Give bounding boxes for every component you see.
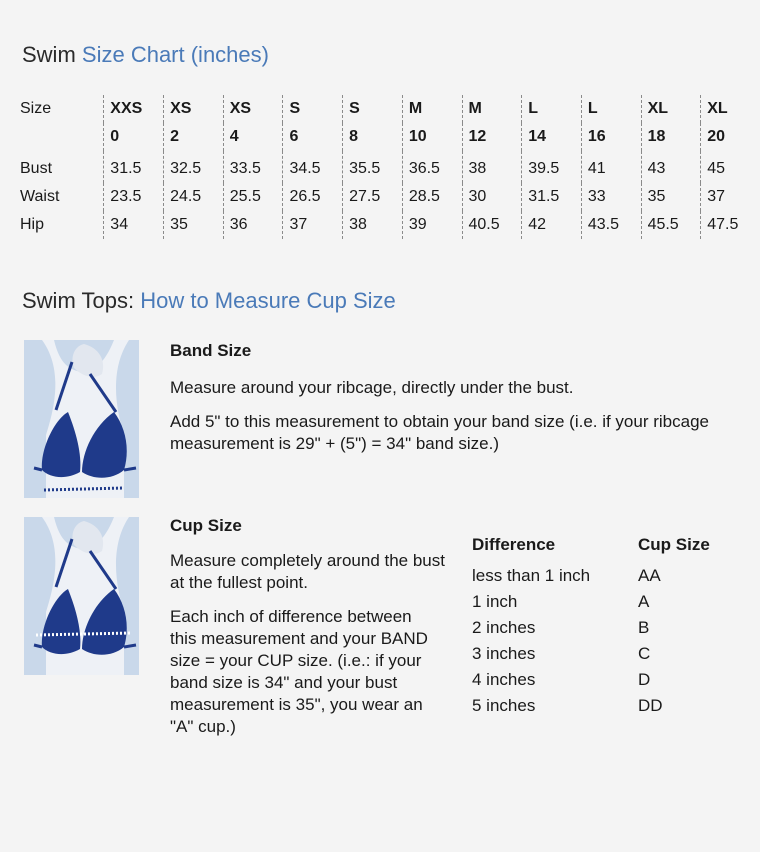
difference-header: Difference <box>472 535 556 554</box>
hip-row-cell: 34 <box>104 211 164 239</box>
swim-tops-heading-prefix: Swim Tops: <box>22 288 135 313</box>
cup-table-row <box>468 591 710 617</box>
band-size-example: Add 5" to this measurement to obtain your band size (i.e. if your ribcage measurement is 29" + (5") = 34" band size.) <box>170 412 709 453</box>
size-letter-row-cell: S <box>343 95 403 123</box>
difference-cell: 2 inches <box>472 618 536 637</box>
size-letter-row-cell: XL <box>701 95 760 123</box>
difference-cell: 3 inches <box>472 644 536 663</box>
size-number-row-cell: 8 <box>343 123 403 151</box>
bust-row-cell: 45 <box>701 151 760 183</box>
size-chart-table <box>18 95 760 239</box>
cup-size-table <box>468 535 710 721</box>
bust-row-cell: 31.5 <box>104 151 164 183</box>
waist-row-cell: 23.5 <box>104 183 164 211</box>
hip-row-cell: 43.5 <box>581 211 641 239</box>
size-number-row-cell: 18 <box>641 123 701 151</box>
hip-row-cell: 42 <box>522 211 582 239</box>
cup-size-illustration <box>24 517 139 675</box>
size-chart-heading-highlight: Size Chart (inches) <box>81 42 269 67</box>
difference-cell: 4 inches <box>472 670 536 689</box>
band-size-instruction: Measure around your ribcage, directly under the bust. <box>170 378 574 397</box>
size-number-row-cell: 10 <box>402 123 462 151</box>
size-letter-row-cell: XS <box>164 95 224 123</box>
size-chart-heading-prefix: Swim <box>22 42 76 67</box>
waist-row-cell: 33 <box>581 183 641 211</box>
size-letter-row-cell: XS <box>223 95 283 123</box>
size-number-row-cell: 20 <box>701 123 760 151</box>
hip-row-label: Hip <box>20 216 45 233</box>
size-chart-heading <box>22 42 269 68</box>
bust-row-cell: 36.5 <box>402 151 462 183</box>
bust-row-cell: 43 <box>641 151 701 183</box>
size-number-row <box>18 123 760 151</box>
hip-row-cell: 39 <box>402 211 462 239</box>
size-letter-row-cell: XL <box>641 95 701 123</box>
difference-cell: 1 inch <box>472 592 518 611</box>
hip-row <box>18 211 760 239</box>
size-number-row-cell: 4 <box>223 123 283 151</box>
waist-row-cell: 30 <box>462 183 522 211</box>
cup-size-cell: AA <box>638 566 661 585</box>
cup-figure-svg <box>24 517 139 675</box>
bust-row-cell: 33.5 <box>223 151 283 183</box>
cup-table-row <box>468 565 710 591</box>
cup-size-explanation: Each inch of difference between this measurement and your BAND size = your CUP size. (i.e.: if your band size is 34" and your bust measurement is 35", you wear an "A" cup.) <box>170 607 428 736</box>
cup-size-cell: A <box>638 592 650 611</box>
difference-cell: 5 inches <box>472 696 536 715</box>
waist-row-cell: 25.5 <box>223 183 283 211</box>
bust-row-cell: 34.5 <box>283 151 343 183</box>
cup-table-row <box>468 695 710 721</box>
hip-row-cell: 35 <box>164 211 224 239</box>
waist-row-cell: 26.5 <box>283 183 343 211</box>
size-letter-row-cell: L <box>522 95 582 123</box>
waist-row-cell: 27.5 <box>343 183 403 211</box>
band-size-title: Band Size <box>170 341 252 360</box>
size-number-row-cell: 14 <box>522 123 582 151</box>
bust-row <box>18 151 760 183</box>
swim-tops-heading <box>22 288 396 314</box>
swim-tops-heading-highlight: How to Measure Cup Size <box>140 288 396 313</box>
waist-row-cell: 35 <box>641 183 701 211</box>
cup-table-row <box>468 669 710 695</box>
waist-row-cell: 28.5 <box>402 183 462 211</box>
hip-row-cell: 37 <box>283 211 343 239</box>
size-letter-row <box>18 95 760 123</box>
band-size-illustration <box>24 340 139 498</box>
bust-row-cell: 39.5 <box>522 151 582 183</box>
hip-row-cell: 40.5 <box>462 211 522 239</box>
cup-size-header: Cup Size <box>638 535 710 554</box>
cup-size-title: Cup Size <box>170 516 242 535</box>
cup-table-row <box>468 617 710 643</box>
waist-row <box>18 183 760 211</box>
bust-row-cell: 32.5 <box>164 151 224 183</box>
cup-table-row <box>468 643 710 669</box>
cup-size-instruction: Measure completely around the bust at the fullest point. <box>170 551 445 592</box>
hip-row-cell: 36 <box>223 211 283 239</box>
hip-row-cell: 45.5 <box>641 211 701 239</box>
waist-row-label: Waist <box>20 188 60 205</box>
size-number-row-cell: 0 <box>104 123 164 151</box>
hip-row-cell: 47.5 <box>701 211 760 239</box>
size-letter-row-cell: M <box>462 95 522 123</box>
size-letter-row-cell: L <box>581 95 641 123</box>
waist-row-cell: 37 <box>701 183 760 211</box>
size-letter-row-label: Size <box>20 100 52 117</box>
bust-row-label: Bust <box>20 160 53 177</box>
bust-row-cell: 35.5 <box>343 151 403 183</box>
bust-row-cell: 41 <box>581 151 641 183</box>
bust-row-cell: 38 <box>462 151 522 183</box>
size-number-row-cell: 12 <box>462 123 522 151</box>
size-number-row-cell: 2 <box>164 123 224 151</box>
cup-size-cell: C <box>638 644 651 663</box>
size-letter-row-cell: M <box>402 95 462 123</box>
cup-table-header-row <box>468 535 710 565</box>
cup-size-cell: B <box>638 618 650 637</box>
difference-cell: less than 1 inch <box>472 566 591 585</box>
waist-row-cell: 24.5 <box>164 183 224 211</box>
size-letter-row-cell: XXS <box>104 95 164 123</box>
size-letter-row-cell: S <box>283 95 343 123</box>
size-number-row-cell: 6 <box>283 123 343 151</box>
cup-size-cell: D <box>638 670 651 689</box>
hip-row-cell: 38 <box>343 211 403 239</box>
cup-size-cell: DD <box>638 696 663 715</box>
size-number-row-cell: 16 <box>581 123 641 151</box>
size-number-row-label <box>18 123 104 151</box>
band-figure-svg <box>24 340 139 498</box>
waist-row-cell: 31.5 <box>522 183 582 211</box>
